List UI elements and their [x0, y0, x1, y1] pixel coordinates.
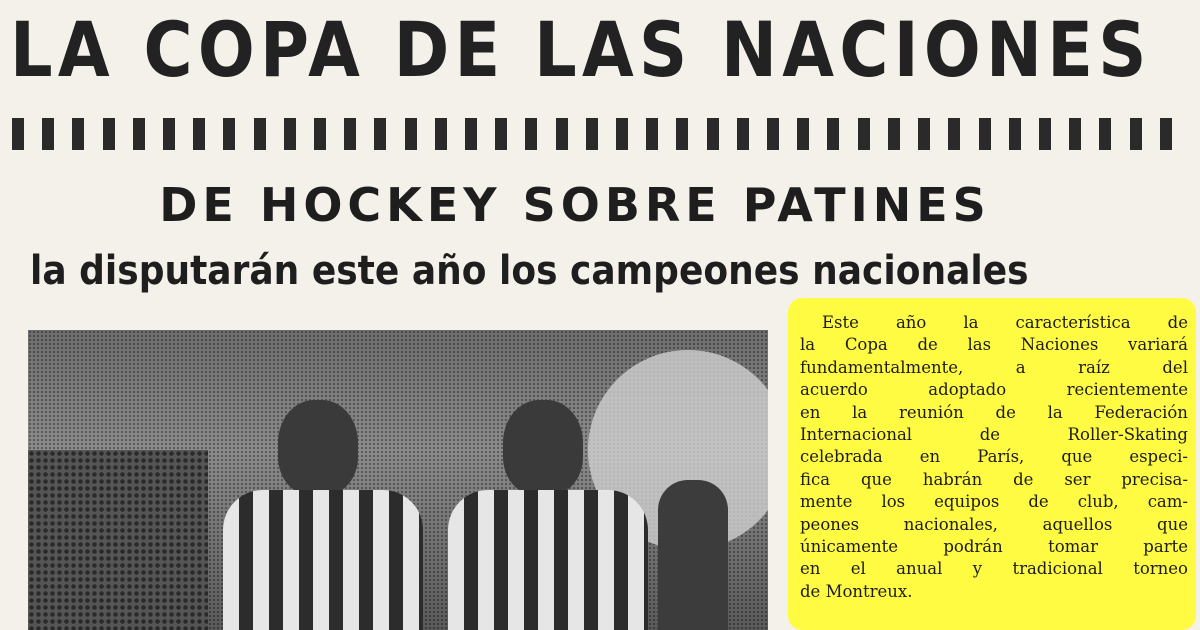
article-line: fundamentalmente, a raíz del	[800, 357, 1188, 377]
rule-dash	[676, 118, 688, 150]
rule-dash	[888, 118, 900, 150]
rule-dash	[284, 118, 296, 150]
decorative-rule	[12, 118, 1172, 150]
rule-dash	[827, 118, 839, 150]
player-figure-right	[448, 400, 648, 630]
rule-dash	[979, 118, 991, 150]
rule-dash	[556, 118, 568, 150]
rule-dash	[586, 118, 598, 150]
background-figure	[658, 480, 728, 630]
rule-dash	[1160, 118, 1172, 150]
rule-dash	[254, 118, 266, 150]
rule-dash	[1069, 118, 1081, 150]
rule-dash	[707, 118, 719, 150]
article-line: fica que habrán de ser precisa-	[800, 469, 1188, 489]
rule-dash	[163, 118, 175, 150]
article-line: Este año la característica de	[822, 313, 1188, 332]
rule-dash	[1099, 118, 1111, 150]
headline: LA COPA DE LAS NACIONES	[10, 5, 1152, 94]
rule-dash	[858, 118, 870, 150]
rule-dash	[344, 118, 356, 150]
article-line: en el anual y tradicional torneo	[800, 559, 1188, 579]
deck-headline: la disputarán este año los campeones nacionales	[30, 248, 1029, 294]
rule-dash	[737, 118, 749, 150]
subheadline: DE HOCKEY SOBRE PATINES	[159, 178, 991, 232]
article-line: celebrada en París, que especi-	[800, 447, 1188, 467]
rule-dash	[918, 118, 930, 150]
rule-dash	[1039, 118, 1051, 150]
rule-dash	[223, 118, 235, 150]
rule-dash	[374, 118, 386, 150]
article-line: mente los equipos de club, cam-	[800, 492, 1188, 512]
rule-dash	[72, 118, 84, 150]
player-figure-left	[223, 400, 423, 630]
rule-dash	[797, 118, 809, 150]
rule-dash	[465, 118, 477, 150]
article-line: acuerdo adoptado recientemente	[800, 380, 1188, 400]
article-line: únicamente podrán tomar parte	[800, 537, 1188, 557]
rule-dash	[948, 118, 960, 150]
photo-crowd	[28, 450, 208, 630]
article-line: Internacional de Roller-Skating	[800, 425, 1188, 445]
article-body	[800, 312, 1188, 603]
article-line: de Montreux.	[800, 581, 913, 601]
rule-dash	[133, 118, 145, 150]
rule-dash	[42, 118, 54, 150]
rule-dash	[495, 118, 507, 150]
rule-dash	[314, 118, 326, 150]
rule-dash	[616, 118, 628, 150]
rule-dash	[525, 118, 537, 150]
rule-dash	[1130, 118, 1142, 150]
article-line: la Copa de las Naciones variará	[800, 335, 1188, 355]
rule-dash	[193, 118, 205, 150]
rule-dash	[435, 118, 447, 150]
rule-dash	[767, 118, 779, 150]
rule-dash	[103, 118, 115, 150]
rule-dash	[1009, 118, 1021, 150]
team-photo	[28, 330, 768, 630]
rule-dash	[405, 118, 417, 150]
rule-dash	[646, 118, 658, 150]
article-line: en la reunión de la Federación	[800, 402, 1188, 422]
article-line: peones nacionales, aquellos que	[800, 514, 1188, 534]
rule-dash	[12, 118, 24, 150]
